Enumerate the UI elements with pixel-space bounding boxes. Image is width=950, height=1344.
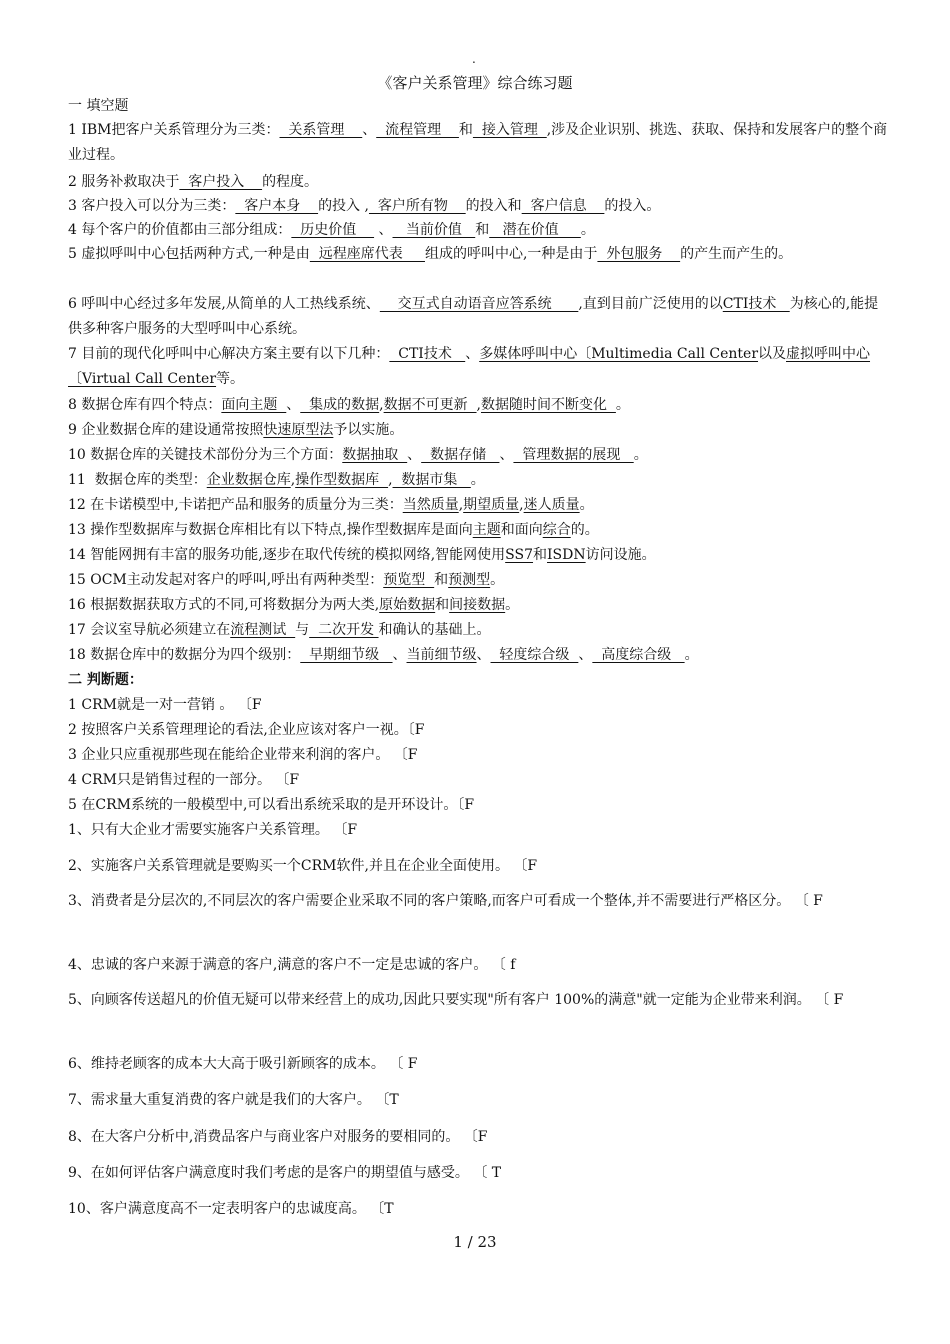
answer-blank: 客户投入 — [179, 174, 263, 190]
question-text: 、 — [374, 222, 393, 238]
judge-item: 7、需求量大重复消费的客户就是我们的大客户。 〔T — [68, 1092, 399, 1108]
answer-blank: 流程测试 — [230, 622, 296, 638]
page-number: 1 / 23 — [453, 1233, 497, 1251]
answer-blank: 二次开发 — [309, 622, 379, 638]
question-text: 以及 — [758, 346, 787, 362]
question-text: 。 — [615, 397, 630, 413]
answer-blank: 数据存储 — [421, 447, 500, 463]
question-text: 。 — [684, 647, 699, 663]
question-text: 1 IBM把客户关系管理分为三类： — [68, 122, 280, 138]
fill-item-10 — [68, 445, 888, 465]
answer-blank: 管理数据的展现 — [513, 447, 634, 463]
judge-item: 10、客户满意度高不一定表明客户的忠诚度高。 〔T — [68, 1201, 394, 1217]
answer-blank: 间接数据 — [449, 597, 506, 613]
fill-item-6 — [68, 292, 888, 342]
section1-heading: 一 填空题 — [68, 98, 129, 114]
answer-blank: 预览型 — [383, 572, 435, 588]
answer-blank: 数据随时间不断变化 — [480, 397, 616, 413]
answer-blank: 高度综合级 — [592, 647, 685, 663]
fill-item-15 — [68, 570, 888, 590]
question-text: 和 — [435, 597, 450, 613]
question-text: 10 数据仓库的关键技术部份分为三个方面： — [68, 447, 343, 463]
question-text: , — [379, 397, 384, 413]
question-text: 的程度。 — [262, 174, 319, 190]
fill-item-3 — [68, 196, 888, 216]
answer-blank: 数据不可更新 — [383, 397, 477, 413]
question-text: 3 客户投入可以分为三类： — [68, 198, 236, 214]
answer-blank: 面向主题 — [221, 397, 287, 413]
fill-item-11 — [68, 470, 888, 490]
fill-item-18 — [68, 645, 888, 665]
answer-blank: 当前细节级 — [406, 647, 477, 663]
question-text: 17 会议室导航必须建立在 — [68, 622, 231, 638]
answer-blank: 虚拟呼叫中心〔Virtual Call Center — [68, 346, 871, 387]
judge-item: 2、实施客户关系管理就是要购买一个CRM软件,并且在企业全面使用。 〔F — [68, 858, 538, 874]
fill-item-9 — [68, 420, 888, 440]
judge-item: 2 按照客户关系管理理论的看法,企业应该对客户一视。〔F — [68, 722, 425, 738]
question-text: 和 — [458, 122, 473, 138]
question-text: 。 — [505, 597, 520, 613]
answer-blank: SS7 — [505, 547, 534, 563]
fill-item-5 — [68, 242, 888, 267]
question-text: 、 — [476, 647, 491, 663]
answer-blank: 集成的数据 — [300, 397, 380, 413]
question-text: 、 — [578, 647, 593, 663]
judge-item: 3 企业只应重视那些现在能给企业带来利润的客户。 〔F — [68, 747, 418, 763]
judge-item: 3、消费者是分层次的,不同层次的客户需要企业采取不同的客户策略,而客户可看成一个整体,并不需要进行严格区分。 〔 F — [68, 893, 823, 909]
answer-blank: 主题 — [472, 522, 501, 538]
answer-blank: 迷人质量 — [523, 497, 580, 513]
answer-blank: 外包服务 — [597, 246, 681, 262]
answer-blank: 当前价值 — [392, 222, 476, 238]
answer-blank: 客户信息 — [521, 198, 605, 214]
answer-blank: 原始数据 — [379, 597, 436, 613]
question-text: 的投入和 — [465, 198, 522, 214]
question-text: 组成的呼叫中心,一种是由于 — [424, 246, 598, 262]
fill-item-1 — [68, 118, 888, 168]
fill-item-2 — [68, 172, 888, 192]
question-text: 15 OCM主动发起对客户的呼叫,呼出有两种类型： — [68, 572, 384, 588]
answer-blank: 交互式自动语音应答系统 — [379, 296, 579, 312]
question-text: 8 数据仓库有四个特点： — [68, 397, 222, 413]
judge-item: 5、向顾客传送超凡的价值无疑可以带来经营上的成功,因此只要实现"所有客户 100%的满意"就一定能为企业带来利润。 〔 F — [68, 992, 844, 1008]
question-text: 13 操作型数据库与数据仓库相比有以下特点,操作型数据库是面向 — [68, 522, 473, 538]
question-text: , — [519, 497, 524, 513]
question-text: 5 虚拟呼叫中心包括两种方式,一种是由 — [68, 246, 310, 262]
answer-blank: 流程管理 — [376, 122, 459, 138]
question-text: 为核心的,能提供多种客户服务的大型呼叫中心系统。 — [68, 296, 879, 337]
fill-item-17 — [68, 620, 888, 640]
question-text: 的。 — [570, 522, 599, 538]
question-text: 、 — [407, 447, 422, 463]
answer-blank: 操作型数据库 — [295, 472, 389, 488]
answer-blank: 轻度综合级 — [490, 647, 579, 663]
answer-blank: 潜在价值 — [489, 222, 581, 238]
question-text: 等。 — [216, 371, 245, 387]
question-text: 、 — [499, 447, 514, 463]
question-text: 16 根据数据获取方式的不同,可将数据分为两大类, — [68, 597, 380, 613]
judge-item: 6、维持老顾客的成本大大高于吸引新顾客的成本。 〔 F — [68, 1056, 418, 1072]
judge-item: 4、忠诚的客户来源于满意的客户,满意的客户不一定是忠诚的客户。 〔 f — [68, 957, 516, 973]
question-text: 7 目前的现代化呼叫中心解决方案主要有以下几种： — [68, 346, 390, 362]
answer-blank: 企业数据仓库 — [206, 472, 291, 488]
question-text: 。 — [490, 572, 505, 588]
answer-blank: 数据市集 — [392, 472, 471, 488]
answer-blank: 客户所有物 — [368, 198, 466, 214]
question-text: 的投入 , — [318, 198, 369, 214]
question-text: 。 — [633, 447, 648, 463]
question-text: 和面向 — [500, 522, 543, 538]
section2-heading: 二 判断题： — [68, 672, 143, 688]
question-text: 14 智能网拥有丰富的服务功能,逐步在取代传统的模拟网络,智能网使用 — [68, 547, 506, 563]
answer-blank: ISDN — [547, 547, 586, 563]
question-text: 12 在卡诺模型中,卡诺把产品和服务的质量分为三类： — [68, 497, 403, 513]
judge-item: 1 CRM就是一对一营销 。 〔F — [68, 697, 262, 713]
question-text: 。 — [579, 497, 594, 513]
fill-item-13 — [68, 520, 888, 540]
answer-blank: 期望质量 — [463, 497, 520, 513]
question-text: 、 — [286, 397, 301, 413]
fill-item-14 — [68, 545, 888, 565]
question-text: 和 — [434, 572, 449, 588]
judge-item: 1、只有大企业才需要实施客户关系管理。 〔F — [68, 822, 358, 838]
fill-item-8 — [68, 395, 888, 415]
answer-blank: 当然质量 — [402, 497, 459, 513]
answer-blank: 客户本身 — [235, 198, 319, 214]
question-text: 、 — [465, 346, 480, 362]
judge-item: 8、在大客户分析中,消费品客户与商业客户对服务的要相同的。 〔F — [68, 1129, 488, 1145]
answer-blank: 数据抽取 — [342, 447, 408, 463]
judge-item: 5 在CRM系统的一般模型中,可以看出系统采取的是开环设计。〔F — [68, 797, 475, 813]
question-text: 的产生而产生的。 — [680, 246, 793, 262]
question-text: 。 — [470, 472, 485, 488]
answer-blank: 远程座席代表 — [309, 246, 425, 262]
question-text: 的投入。 — [604, 198, 661, 214]
question-text: 4 每个客户的价值都由三部分组成： — [68, 222, 292, 238]
judge-item: 4 CRM只是销售过程的一部分。 〔F — [68, 772, 300, 788]
question-text: 访问设施。 — [585, 547, 656, 563]
question-text: 11 数据仓库的类型： — [68, 472, 207, 488]
question-text: ,涉及企业识别、挑选、获取、保持和发展客户的整个商业过程。 — [68, 122, 888, 163]
question-text: , — [476, 397, 481, 413]
answer-blank: 多媒体呼叫中心〔Multimedia Call Center — [479, 346, 759, 362]
question-text: 和确认的基础上。 — [378, 622, 491, 638]
question-text: 9 企业数据仓库的建设通常按照 — [68, 422, 264, 438]
fill-item-7 — [68, 342, 888, 392]
question-text: 和 — [533, 547, 548, 563]
question-text: 、 — [392, 647, 407, 663]
question-text: , — [458, 497, 464, 513]
answer-blank: 预测型 — [448, 572, 491, 588]
question-text: 6 呼叫中心经过多年发展,从简单的人工热线系统、 — [68, 296, 380, 312]
question-text: ,直到目前广泛使用的以 — [578, 296, 723, 312]
answer-blank: 接入管理 — [472, 122, 547, 138]
fill-item-4 — [68, 220, 888, 240]
answer-blank: CTI技术 — [722, 296, 790, 312]
question-text: 。 — [580, 222, 595, 238]
question-text: 和 — [475, 222, 490, 238]
question-text: 与 — [295, 622, 310, 638]
header-dot: . — [472, 52, 476, 66]
document-title: 《客户关系管理》综合练习题 — [377, 74, 573, 92]
fill-item-16 — [68, 595, 888, 615]
question-text: , — [290, 472, 296, 488]
question-text: 、 — [362, 122, 377, 138]
fill-item-12 — [68, 495, 888, 515]
answer-blank: 早期细节级 — [300, 647, 393, 663]
answer-blank: 历史价值 — [291, 222, 375, 238]
answer-blank: 关系管理 — [279, 122, 363, 138]
answer-blank: CTI技术 — [389, 346, 466, 362]
question-text: , — [388, 472, 393, 488]
question-text: 予以实施。 — [333, 422, 404, 438]
answer-blank: 综合 — [542, 522, 571, 538]
question-text: 2 服务补救取决于 — [68, 174, 180, 190]
judge-item: 9、在如何评估客户满意度时我们考虑的是客户的期望值与感受。 〔 T — [68, 1165, 502, 1181]
question-text: 18 数据仓库中的数据分为四个级别： — [68, 647, 301, 663]
answer-blank: 快速原型法 — [263, 422, 334, 438]
